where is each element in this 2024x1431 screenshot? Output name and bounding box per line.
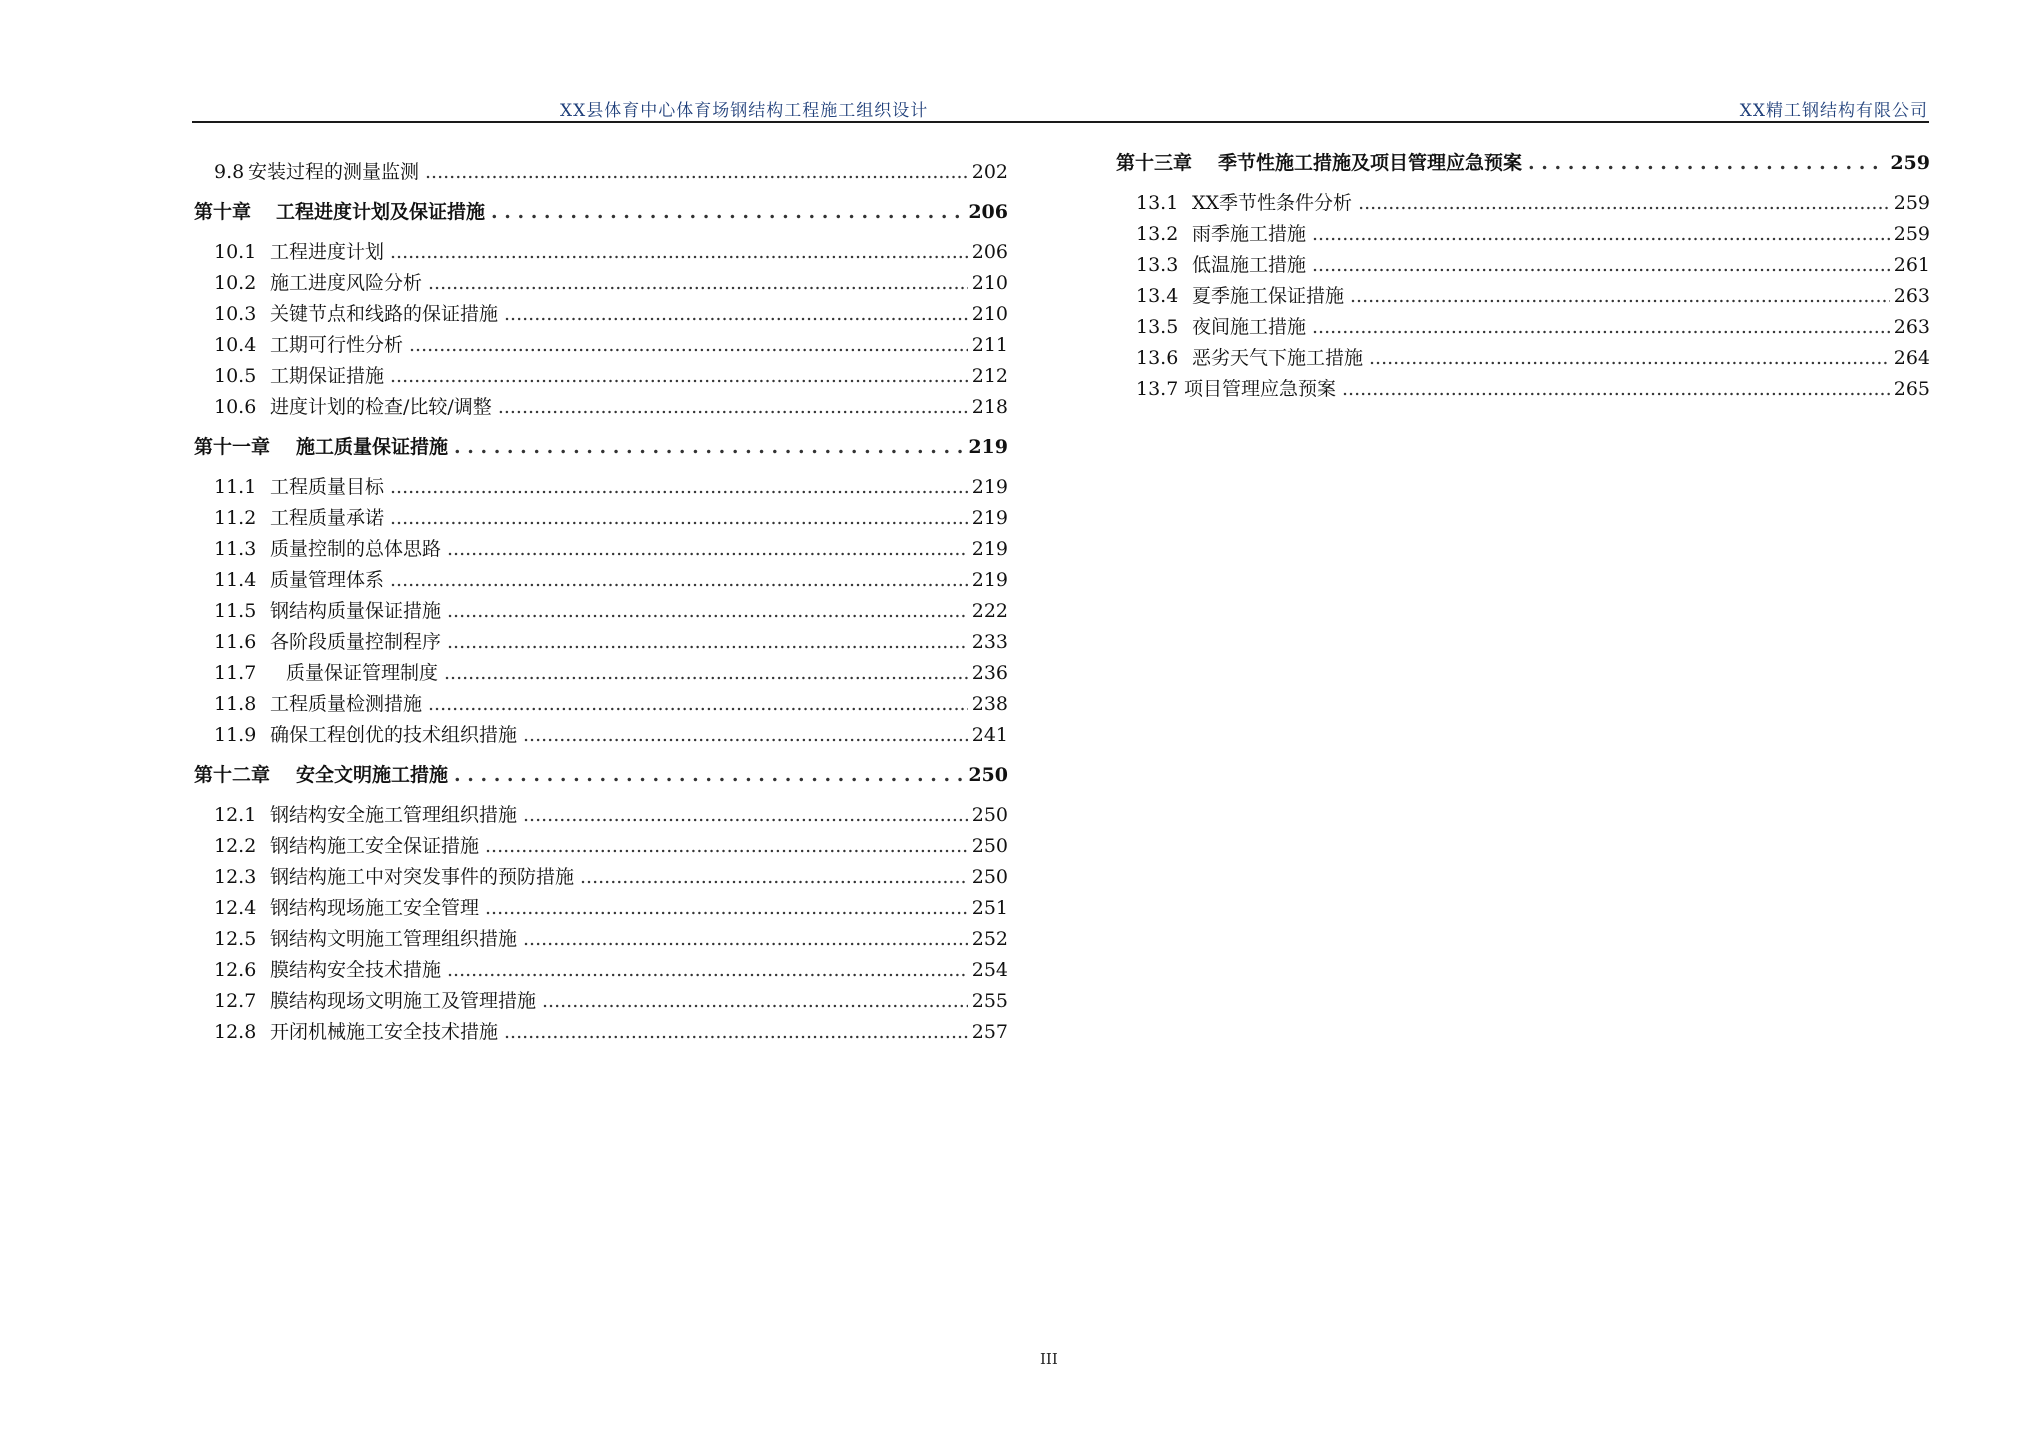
toc-entry-10-1[interactable] xyxy=(194,241,1008,263)
toc-entry-number: 13.7 xyxy=(1136,378,1179,400)
toc-leader-dots xyxy=(542,990,968,1012)
toc-leader-dots xyxy=(1342,378,1890,400)
toc-entry-number: 12.2 xyxy=(214,835,257,857)
toc-leader-dots xyxy=(454,436,964,458)
toc-entry-page: 233 xyxy=(971,631,1008,653)
toc-leader-dots xyxy=(1312,254,1890,276)
toc-entry-title: 施工进度风险分析 xyxy=(270,272,423,294)
toc-entry-page: 211 xyxy=(971,334,1008,356)
toc-entry-page: 250 xyxy=(971,866,1008,888)
toc-leader-dots xyxy=(523,724,968,746)
toc-leader-dots xyxy=(428,272,968,294)
toc-entry-13-2[interactable] xyxy=(1116,223,1930,245)
toc-leader-dots xyxy=(523,928,968,950)
toc-entry-number: 10.3 xyxy=(214,303,257,325)
toc-entry-title: 钢结构施工中对突发事件的预防措施 xyxy=(270,866,575,888)
toc-entry-title: 夜间施工措施 xyxy=(1192,316,1307,338)
toc-entry-page: 212 xyxy=(971,365,1008,387)
toc-leader-dots xyxy=(390,365,968,387)
toc-entry-number: 13.4 xyxy=(1136,285,1179,307)
toc-entry-12-3[interactable] xyxy=(194,866,1008,888)
toc-leader-dots xyxy=(390,507,968,529)
toc-leader-dots xyxy=(390,241,968,263)
toc-entry-page: 206 xyxy=(971,241,1008,263)
toc-entry-number: 10.4 xyxy=(214,334,257,356)
toc-chapter-title: 施工质量保证措施 xyxy=(296,436,449,458)
toc-entry-12-5[interactable] xyxy=(194,928,1008,950)
footer-page-number: III xyxy=(1040,1350,1058,1368)
toc-entry-page: 254 xyxy=(971,959,1008,981)
toc-entry-page: 210 xyxy=(971,303,1008,325)
toc-entry-13-7[interactable] xyxy=(1116,378,1930,400)
toc-leader-dots xyxy=(425,161,968,183)
toc-entry-title: XX季节性条件分析 xyxy=(1192,192,1353,214)
toc-entry-11-4[interactable] xyxy=(194,569,1008,591)
toc-chapter-title: 安全文明施工措施 xyxy=(296,764,449,786)
toc-entry-10-4[interactable] xyxy=(194,334,1008,356)
toc-entry-page: 264 xyxy=(1893,347,1930,369)
toc-entry-page: 219 xyxy=(971,538,1008,560)
toc-chapter-number: 第十二章 xyxy=(194,764,271,786)
header-document-title: XX县体育中心体育场钢结构工程施工组织设计 xyxy=(560,101,929,121)
toc-entry-page: 250 xyxy=(971,804,1008,826)
toc-chapter-12[interactable] xyxy=(194,764,1008,786)
toc-entry-page: 257 xyxy=(971,1021,1008,1043)
toc-leader-dots xyxy=(428,693,968,715)
toc-entry-12-6[interactable] xyxy=(194,959,1008,981)
toc-entry-number: 12.4 xyxy=(214,897,257,919)
toc-chapter-title: 工程进度计划及保证措施 xyxy=(276,201,486,223)
toc-entry-number: 11.2 xyxy=(214,507,257,529)
toc-entry-number: 11.7 xyxy=(214,662,257,684)
toc-entry-number: 10.6 xyxy=(214,396,257,418)
header-divider xyxy=(192,121,1929,123)
toc-entry-number: 13.6 xyxy=(1136,347,1179,369)
toc-entry-page: 263 xyxy=(1893,285,1930,307)
toc-entry-page: 238 xyxy=(971,693,1008,715)
toc-entry-13-6[interactable] xyxy=(1116,347,1930,369)
toc-entry-number: 12.7 xyxy=(214,990,257,1012)
toc-leader-dots xyxy=(580,866,968,888)
toc-entry-10-6[interactable] xyxy=(194,396,1008,418)
toc-leader-dots xyxy=(504,303,968,325)
toc-entry-page: 255 xyxy=(971,990,1008,1012)
toc-entry-page: 259 xyxy=(1893,192,1930,214)
toc-leader-dots xyxy=(1312,223,1890,245)
toc-entry-number: 11.8 xyxy=(214,693,257,715)
toc-entry-number: 12.5 xyxy=(214,928,257,950)
toc-entry-12-2[interactable] xyxy=(194,835,1008,857)
toc-entry-number: 11.3 xyxy=(214,538,257,560)
toc-entry-11-7[interactable] xyxy=(194,662,1008,684)
toc-entry-13-1[interactable] xyxy=(1116,192,1930,214)
toc-entry-11-8[interactable] xyxy=(194,693,1008,715)
toc-entry-page: 263 xyxy=(1893,316,1930,338)
toc-entry-title: 钢结构施工安全保证措施 xyxy=(270,835,480,857)
toc-entry-title: 项目管理应急预案 xyxy=(1184,378,1337,400)
toc-entry-11-6[interactable] xyxy=(194,631,1008,653)
toc-entry-title: 低温施工措施 xyxy=(1192,254,1307,276)
toc-entry-9-8[interactable] xyxy=(194,161,1008,183)
toc-entry-page: 241 xyxy=(971,724,1008,746)
toc-entry-title: 工期可行性分析 xyxy=(270,334,404,356)
toc-chapter-page: 219 xyxy=(968,436,1008,458)
toc-leader-dots xyxy=(409,334,968,356)
toc-entry-number: 12.8 xyxy=(214,1021,257,1043)
toc-entry-title: 确保工程创优的技术组织措施 xyxy=(270,724,518,746)
toc-entry-11-2[interactable] xyxy=(194,507,1008,529)
toc-entry-number: 12.6 xyxy=(214,959,257,981)
toc-entry-page: 218 xyxy=(971,396,1008,418)
toc-entry-number: 12.3 xyxy=(214,866,257,888)
toc-entry-title: 关键节点和线路的保证措施 xyxy=(270,303,499,325)
toc-leader-dots xyxy=(447,538,968,560)
toc-right-column xyxy=(1116,152,1930,409)
toc-entry-title: 工程质量目标 xyxy=(270,476,385,498)
toc-entry-page: 219 xyxy=(971,476,1008,498)
toc-entry-title: 进度计划的检查/比较/调整 xyxy=(270,396,492,418)
toc-entry-title: 钢结构文明施工管理组织措施 xyxy=(270,928,518,950)
toc-chapter-13[interactable] xyxy=(1116,152,1930,174)
toc-leader-dots xyxy=(390,569,968,591)
toc-chapter-page: 206 xyxy=(968,201,1008,223)
toc-entry-page: 261 xyxy=(1893,254,1930,276)
toc-entry-title: 各阶段质量控制程序 xyxy=(270,631,442,653)
toc-leader-dots xyxy=(447,959,968,981)
toc-entry-title: 钢结构现场施工安全管理 xyxy=(270,897,480,919)
toc-left-column xyxy=(194,152,1008,1052)
toc-entry-title: 膜结构现场文明施工及管理措施 xyxy=(270,990,537,1012)
toc-chapter-page: 250 xyxy=(968,764,1008,786)
toc-entry-page: 250 xyxy=(971,835,1008,857)
toc-entry-10-2[interactable] xyxy=(194,272,1008,294)
header-company-name: XX精工钢结构有限公司 xyxy=(1739,101,1928,121)
toc-entry-number: 11.9 xyxy=(214,724,257,746)
toc-entry-title: 膜结构安全技术措施 xyxy=(270,959,442,981)
toc-leader-dots xyxy=(454,764,964,786)
toc-entry-page: 259 xyxy=(1893,223,1930,245)
toc-leader-dots xyxy=(485,835,968,857)
toc-chapter-number: 第十三章 xyxy=(1116,152,1193,174)
toc-entry-title: 工期保证措施 xyxy=(270,365,385,387)
toc-entry-12-4[interactable] xyxy=(194,897,1008,919)
toc-entry-title: 安装过程的测量监测 xyxy=(248,161,420,183)
toc-entry-number: 13.2 xyxy=(1136,223,1179,245)
toc-entry-number: 10.5 xyxy=(214,365,257,387)
toc-entry-title: 夏季施工保证措施 xyxy=(1192,285,1345,307)
toc-leader-dots xyxy=(444,662,968,684)
toc-entry-number: 13.3 xyxy=(1136,254,1179,276)
toc-entry-11-3[interactable] xyxy=(194,538,1008,560)
toc-entry-number: 12.1 xyxy=(214,804,257,826)
toc-entry-page: 251 xyxy=(971,897,1008,919)
toc-entry-title: 质量保证管理制度 xyxy=(286,662,439,684)
toc-leader-dots xyxy=(1528,152,1886,174)
toc-chapter-11[interactable] xyxy=(194,436,1008,458)
toc-entry-title: 质量控制的总体思路 xyxy=(270,538,442,560)
toc-chapter-number: 第十章 xyxy=(194,201,252,223)
toc-entry-page: 236 xyxy=(971,662,1008,684)
toc-leader-dots xyxy=(1312,316,1890,338)
toc-chapter-10[interactable] xyxy=(194,201,1008,223)
toc-entry-page: 202 xyxy=(971,161,1008,183)
toc-chapter-page: 259 xyxy=(1890,152,1930,174)
toc-entry-title: 恶劣天气下施工措施 xyxy=(1192,347,1364,369)
toc-entry-11-5[interactable] xyxy=(194,600,1008,622)
toc-entry-12-1[interactable] xyxy=(194,804,1008,826)
toc-entry-12-8[interactable] xyxy=(194,1021,1008,1043)
toc-leader-dots xyxy=(504,1021,968,1043)
toc-leader-dots xyxy=(1369,347,1890,369)
toc-entry-title: 工程质量承诺 xyxy=(270,507,385,529)
toc-entry-number: 9.8 xyxy=(214,161,245,183)
toc-entry-number: 13.5 xyxy=(1136,316,1179,338)
toc-leader-dots xyxy=(1358,192,1890,214)
toc-entry-11-1[interactable] xyxy=(194,476,1008,498)
toc-leader-dots xyxy=(498,396,968,418)
toc-entry-page: 219 xyxy=(971,569,1008,591)
toc-entry-title: 质量管理体系 xyxy=(270,569,385,591)
toc-entry-number: 13.1 xyxy=(1136,192,1179,214)
toc-entry-12-7[interactable] xyxy=(194,990,1008,1012)
toc-leader-dots xyxy=(1350,285,1890,307)
toc-entry-number: 11.6 xyxy=(214,631,257,653)
toc-leader-dots xyxy=(447,600,968,622)
toc-entry-page: 219 xyxy=(971,507,1008,529)
toc-entry-page: 210 xyxy=(971,272,1008,294)
toc-entry-number: 11.1 xyxy=(214,476,257,498)
toc-entry-number: 10.1 xyxy=(214,241,257,263)
toc-entry-page: 265 xyxy=(1893,378,1930,400)
toc-leader-dots xyxy=(390,476,968,498)
toc-entry-page: 252 xyxy=(971,928,1008,950)
toc-entry-page: 222 xyxy=(971,600,1008,622)
toc-leader-dots xyxy=(447,631,968,653)
toc-entry-number: 10.2 xyxy=(214,272,257,294)
toc-leader-dots xyxy=(485,897,968,919)
toc-entry-13-4[interactable] xyxy=(1116,285,1930,307)
toc-entry-title: 工程质量检测措施 xyxy=(270,693,423,715)
toc-chapter-title: 季节性施工措施及项目管理应急预案 xyxy=(1218,152,1523,174)
toc-entry-13-3[interactable] xyxy=(1116,254,1930,276)
toc-entry-title: 钢结构质量保证措施 xyxy=(270,600,442,622)
toc-entry-number: 11.5 xyxy=(214,600,257,622)
toc-entry-title: 雨季施工措施 xyxy=(1192,223,1307,245)
toc-entry-10-5[interactable] xyxy=(194,365,1008,387)
toc-entry-title: 钢结构安全施工管理组织措施 xyxy=(270,804,518,826)
toc-entry-title: 工程进度计划 xyxy=(270,241,385,263)
toc-entry-13-5[interactable] xyxy=(1116,316,1930,338)
toc-entry-10-3[interactable] xyxy=(194,303,1008,325)
toc-leader-dots xyxy=(491,201,964,223)
toc-entry-title: 开闭机械施工安全技术措施 xyxy=(270,1021,499,1043)
toc-entry-number: 11.4 xyxy=(214,569,257,591)
toc-leader-dots xyxy=(523,804,968,826)
toc-entry-11-9[interactable] xyxy=(194,724,1008,746)
toc-chapter-number: 第十一章 xyxy=(194,436,271,458)
